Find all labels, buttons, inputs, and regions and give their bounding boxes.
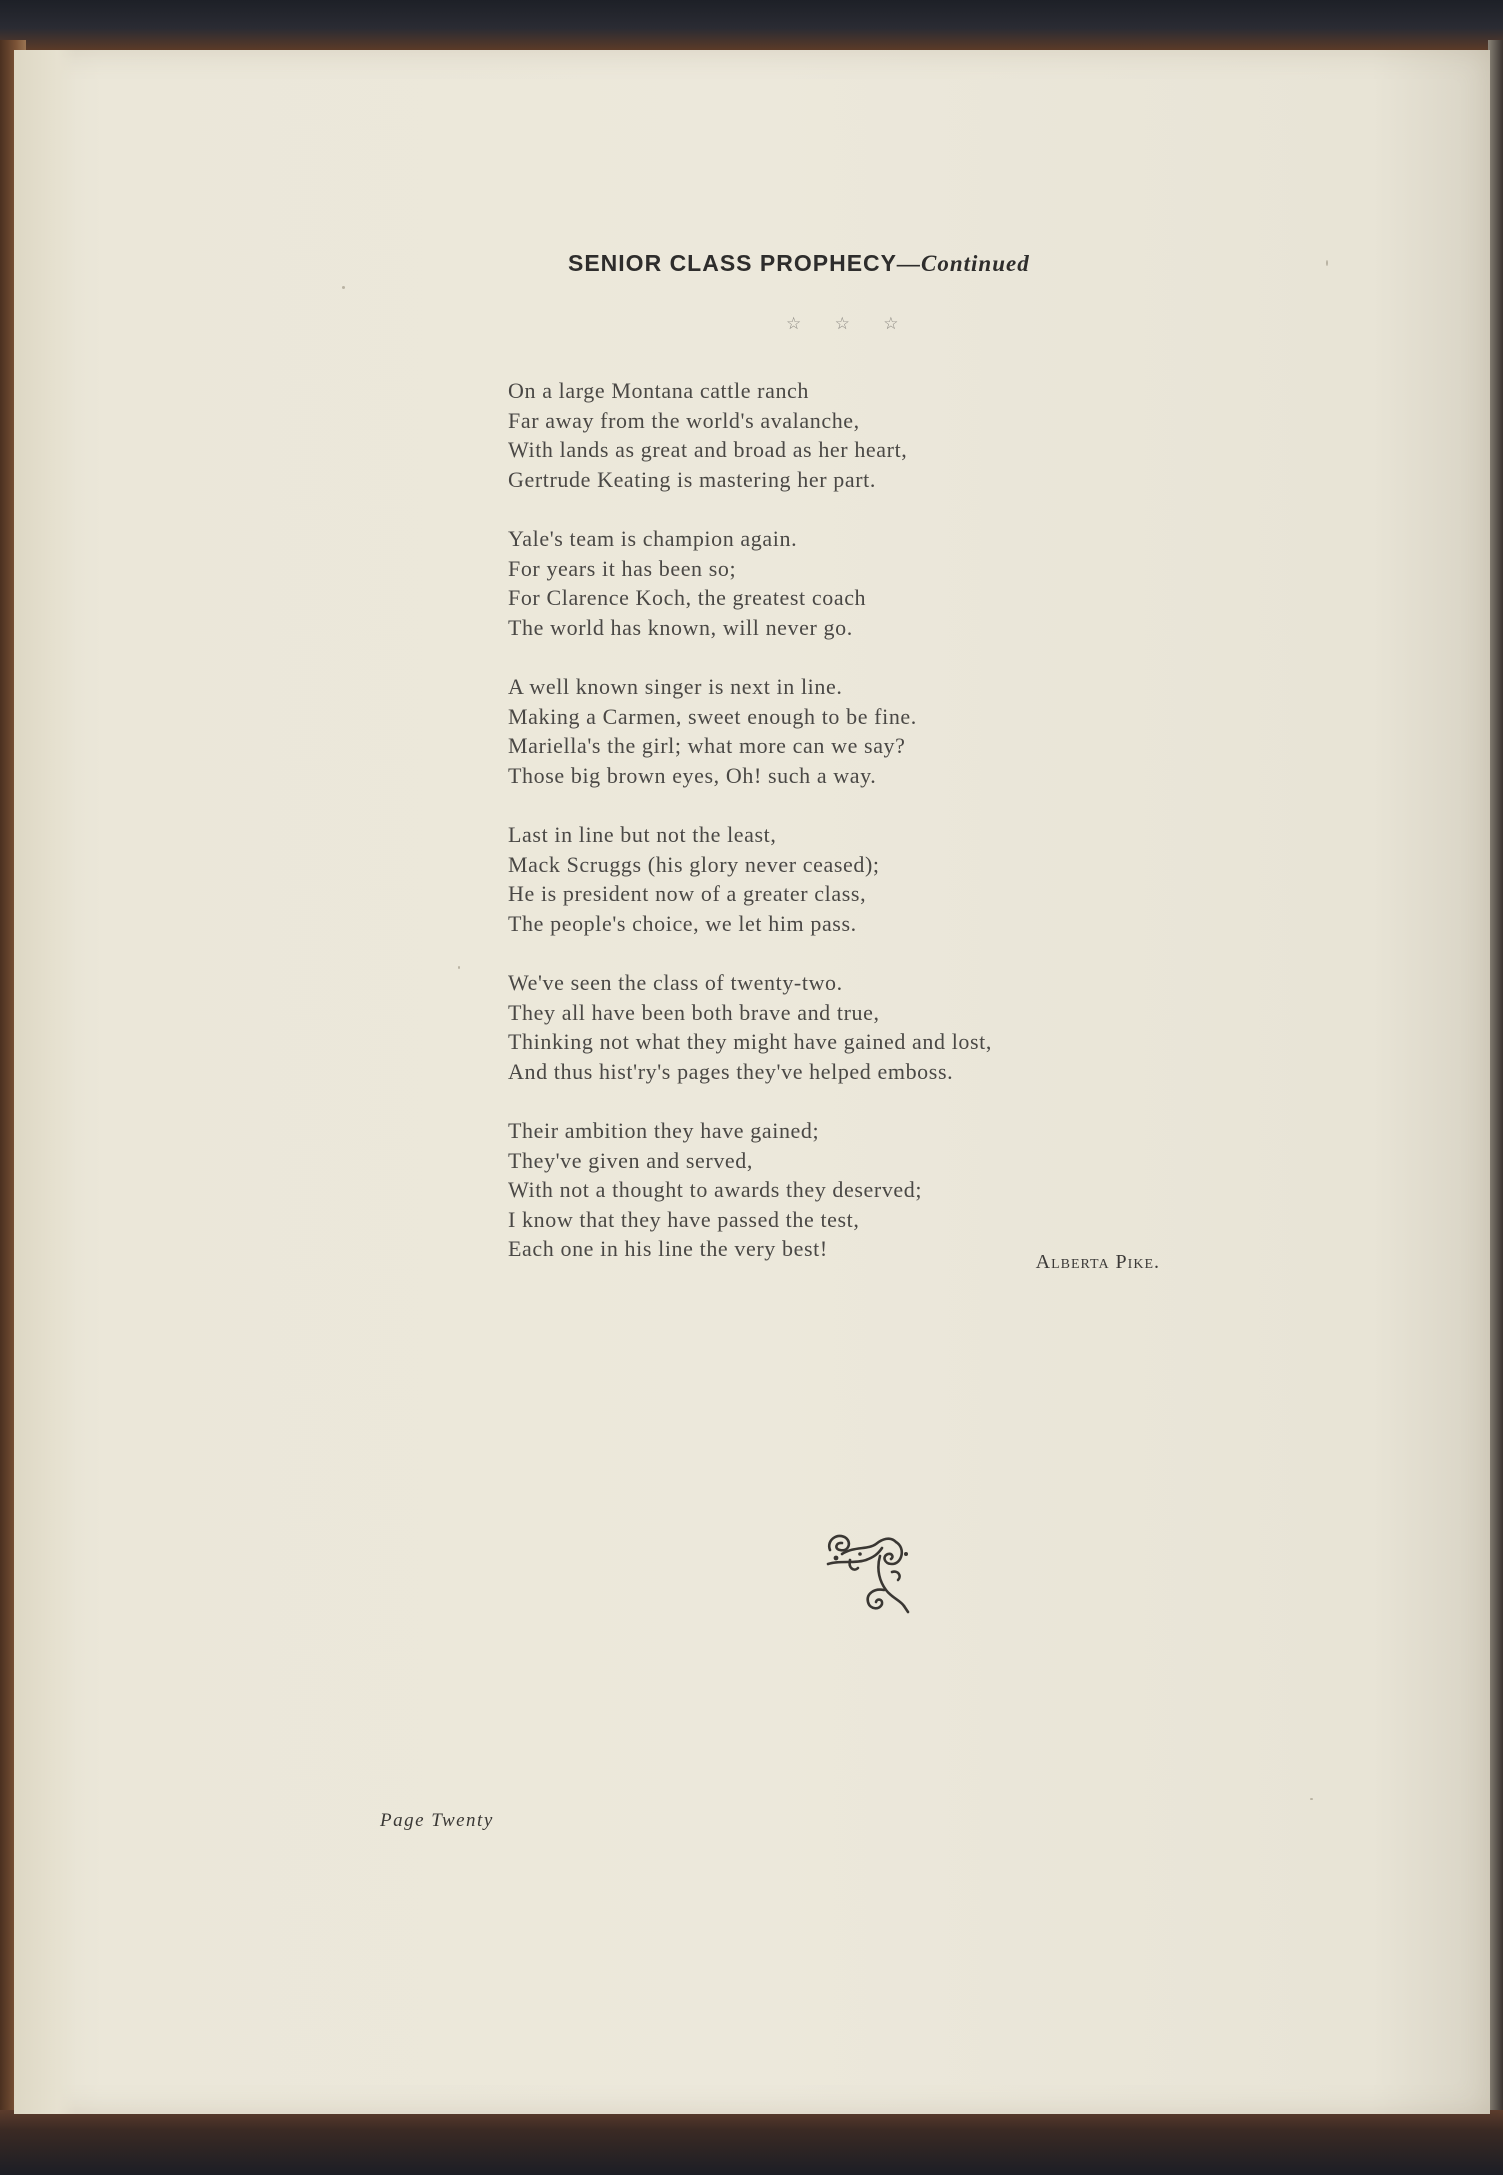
poem-line: Their ambition they have gained; xyxy=(508,1118,820,1143)
page-number: Page Twenty xyxy=(380,1810,494,1831)
poem-line: Mariella's the girl; what more can we say? xyxy=(508,733,906,758)
paper-speck xyxy=(1310,1798,1313,1800)
poem-line: And thus hist'ry's pages they've helped emboss. xyxy=(508,1058,954,1084)
page-gutter-shade xyxy=(14,50,76,2114)
poem-line: Yale's team is champion again. xyxy=(508,526,798,551)
poem-stanza xyxy=(508,968,1208,1086)
poem-line: I know that they have passed the test, xyxy=(508,1206,860,1232)
poem-stanza xyxy=(508,524,1208,642)
poem-line: The world has known, will never go. xyxy=(508,614,853,640)
poem-stanza xyxy=(508,820,1208,938)
poem-line: Making a Carmen, sweet enough to be fine. xyxy=(508,703,917,729)
poem-line: Far away from the world's avalanche, xyxy=(508,407,860,433)
poem-line: For years it has been so; xyxy=(508,555,737,581)
star-divider: ☆ ☆ ☆ xyxy=(786,314,913,334)
poem-line: Each one in his line the very best! xyxy=(508,1236,828,1261)
paper-speck xyxy=(1326,260,1328,266)
poem-line: Mack Scruggs (his glory never ceased); xyxy=(508,851,880,877)
floral-scroll-ornament-icon xyxy=(820,1520,916,1616)
poem-line: Last in line but not the least, xyxy=(508,822,777,847)
poem-line: The people's choice, we let him pass. xyxy=(508,910,857,936)
scan-background-bottom xyxy=(0,2110,1503,2175)
poem-stanza xyxy=(508,1116,1208,1264)
poem-line: For Clarence Koch, the greatest coach xyxy=(508,585,867,610)
page-title xyxy=(568,250,1030,277)
poem-stanza xyxy=(508,672,1208,790)
page-title-continued: —Continued xyxy=(897,251,1030,276)
page-title-text: SENIOR CLASS PROPHECY xyxy=(568,250,897,276)
poem-line: With lands as great and broad as her heart, xyxy=(508,437,908,462)
poem-line: A well known singer is next in line. xyxy=(508,674,843,699)
poem-line: With not a thought to awards they deserved; xyxy=(508,1177,923,1202)
poem-line: Those big brown eyes, Oh! such a way. xyxy=(508,762,877,788)
poem-line: On a large Montana cattle ranch xyxy=(508,378,810,403)
poem-line: They all have been both brave and true, xyxy=(508,999,880,1025)
poem-stanza xyxy=(508,376,1208,494)
paper-speck xyxy=(342,286,345,289)
poem-line: Gertrude Keating is mastering her part. xyxy=(508,466,876,492)
poem xyxy=(508,376,1208,1294)
poem-line: We've seen the class of twenty-two. xyxy=(508,970,843,995)
poem-signature: Alberta Pike. xyxy=(1035,1251,1160,1273)
poem-line: They've given and served, xyxy=(508,1147,753,1173)
poem-line: Thinking not what they might have gained and lost, xyxy=(508,1029,992,1054)
poem-line: He is president now of a greater class, xyxy=(508,881,867,906)
paper-speck xyxy=(458,966,460,969)
book-cover-edge-right xyxy=(1488,40,1503,2130)
